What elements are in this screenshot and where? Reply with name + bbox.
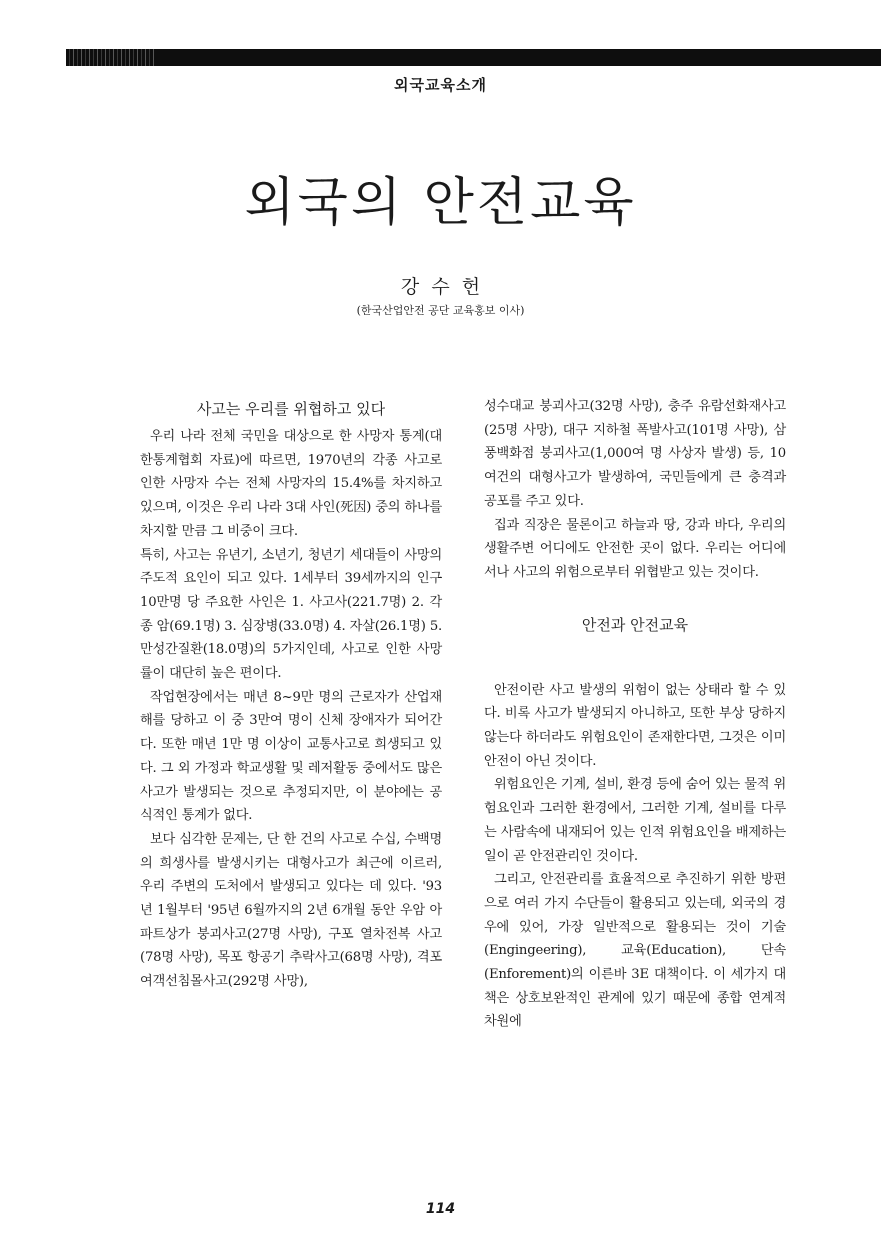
paragraph: 집과 직장은 물론이고 하늘과 땅, 강과 바다, 우리의 생활주변 어디에도 안전한 곳이 없다. 우리는 어디에서나 사고의 위험으로부터 위협받고 있는 것이다. (484, 517, 786, 580)
paragraph: 작업현장에서는 매년 8~9만 명의 근로자가 산업재해를 당하고 이 중 3만여 명이 신체 장애자가 되어간다. 또한 매년 1만 명 이상이 교통사고로 희생되고 있다. 그 외 가정과 학교생활 및 레저활동 중에서도 많은 사고가 발생되는 것으로 추정되지만, 이 분야에는 공식적인 통계가 없다. (140, 689, 442, 824)
author-affiliation: (한국산업안전 공단 교육홍보 이사) (356, 304, 525, 317)
section-label: 외국교육소개 (394, 76, 487, 94)
right-column (484, 393, 786, 1034)
paragraph: 그리고, 안전관리를 효율적으로 추진하기 위한 방편으로 여러 가지 수단들이 활용되고 있는데, 외국의 경우에 있어, 가장 일반적으로 활용되는 것이 기술(Engingeering), 교육(Education), 단속(Enforement)의 이른바 3E 대책이다. 이 세가지 대책은 상호보완적인 관계에 있기 때문에 종합 연계적 차원에 (484, 872, 786, 1030)
header-bar-texture (66, 49, 156, 66)
paragraph: 성수대교 붕괴사고(32명 사망), 충주 유람선화재사고(25명 사망), 대구 지하철 폭발사고(101명 사망), 삼풍백화점 붕괴사고(1,000여 명 사상자 발생) 등, 10여건의 대형사고가 발생하여, 국민들에게 큰 충격과 공포를 주고 있다. (484, 399, 786, 509)
paragraph: 위험요인은 기계, 설비, 환경 등에 숨어 있는 물적 위험요인과 그러한 환경에서, 그러한 기계, 설비를 다루는 사람속에 내재되어 있는 인적 위험요인을 배제하는 일이 곧 안전관리인 것이다. (484, 777, 786, 864)
paragraph: 우리 나라 전체 국민을 대상으로 한 사망자 통계(대한통계협회 자료)에 따르면, 1970년의 각종 사고로 인한 사망자 수는 전체 사망자의 15.4%를 차지하고 있으며, 이것은 우리 나라 3대 사인(死因) 중의 하나를 차지할 만큼 그 비중이 크다. (140, 429, 442, 539)
page-title: 외국의 안전교육 (244, 173, 637, 233)
paragraph: 안전이란 사고 발생의 위험이 없는 상태라 할 수 있다. 비록 사고가 발생되지 아니하고, 또한 부상 당하지 않는다 하더라도 위험요인이 존재한다면, 그것은 이미 안전이 아닌 것이다. (484, 682, 786, 769)
section-heading: 사고는 우리를 위협하고 있다 (196, 400, 386, 418)
left-column (140, 393, 442, 994)
paragraph: 특히, 사고는 유년기, 소년기, 청년기 세대들이 사망의 주도적 요인이 되고 있다. 1세부터 39세까지의 인구 10만명 당 주요한 사인은 1. 사고사(221.7명) 2. 각종 암(69.1명) 3. 심장병(33.0명) 4. 자살(26.1명) 5. 만성간질환(18.0명)의 5가지인데, 사고로 인한 사망률이 대단히 높은 편이다. (140, 547, 442, 682)
section-heading: 안전과 안전교육 (581, 615, 689, 634)
header-bar (66, 49, 881, 66)
paragraph: 보다 심각한 문제는, 단 한 건의 사고로 수십, 수백명의 희생사를 발생시키는 대형사고가 최근에 이르러, 우리 주변의 도처에서 발생되고 있다는 데 있다. '93년 1월부터 '95년 6월까지의 2년 6개월 동안 우암 아파트상가 붕괴사고(27명 사망), 구포 열차전복 사고(78명 사망), 목포 항공기 추락사고(68명 사망), 격포 여객선침몰사고(292명 사망), (140, 831, 442, 990)
page-number: 114 (425, 1201, 456, 1217)
author-name: 강 수 헌 (400, 276, 481, 298)
